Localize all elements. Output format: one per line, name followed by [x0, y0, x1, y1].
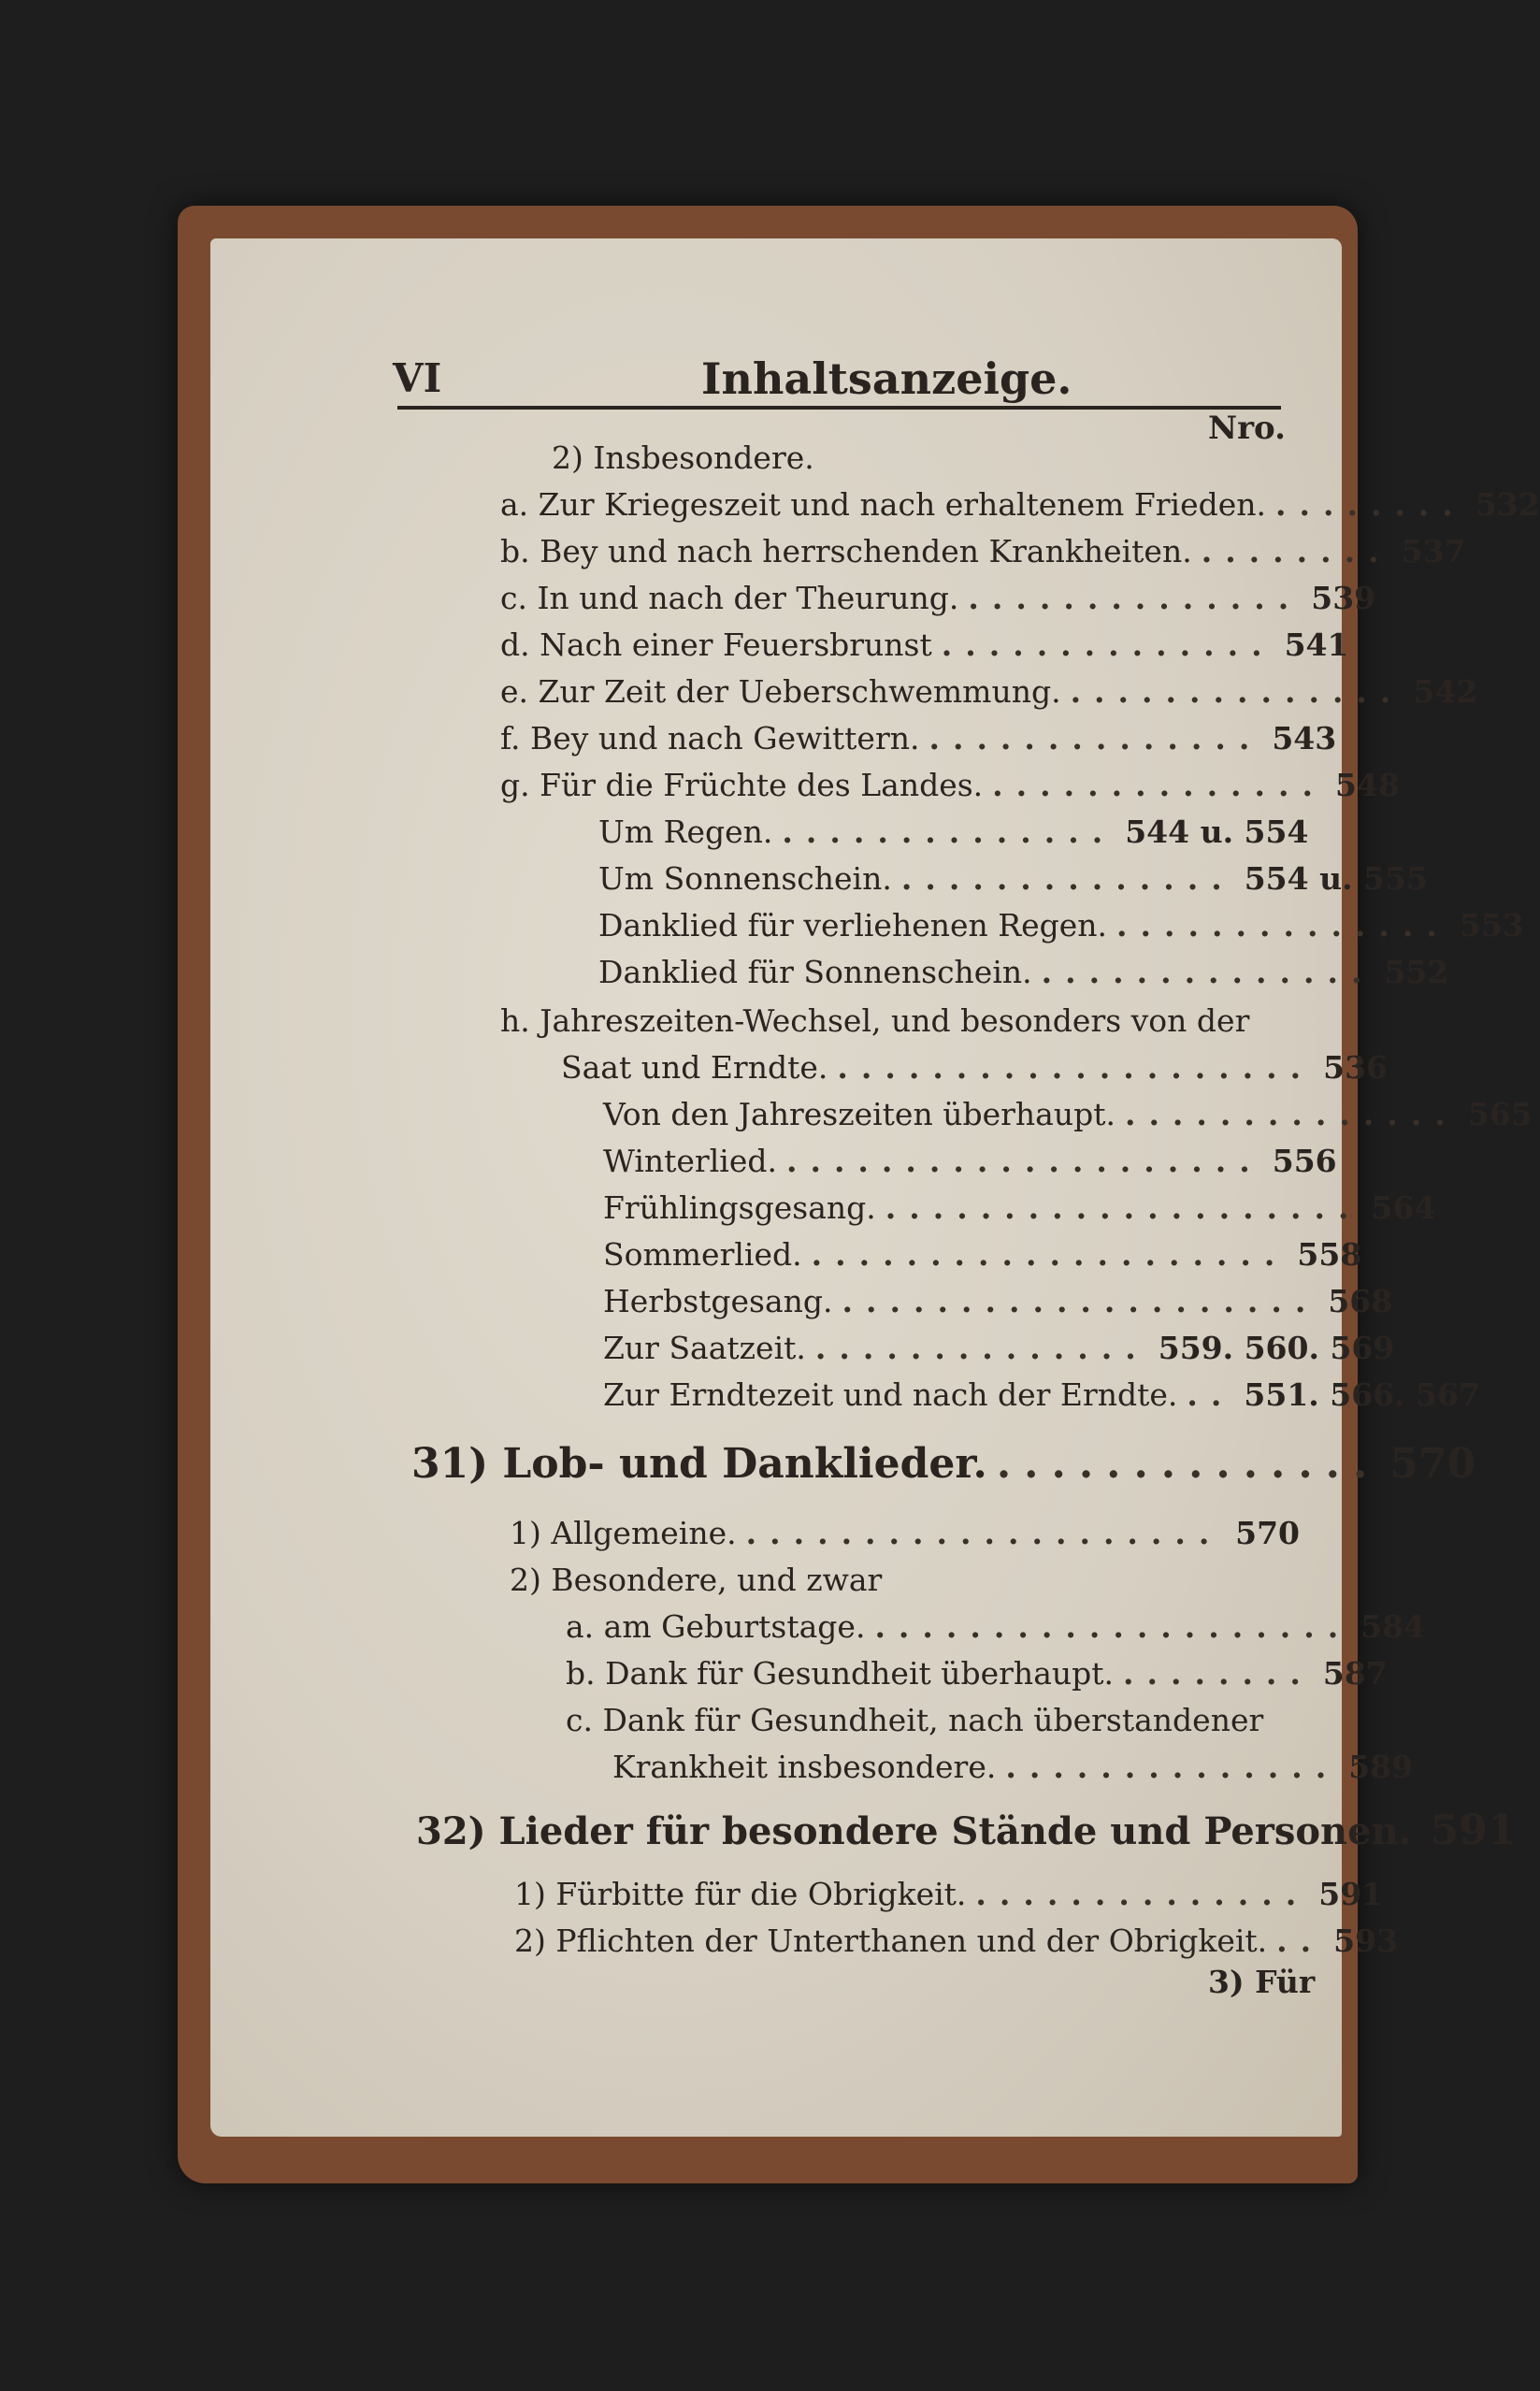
toc-entry: c. Dank für Gesundheit, nach überstandener	[566, 1702, 1264, 1738]
toc-entry: h. Jahreszeiten-Wechsel, und besonders von der	[500, 1002, 1250, 1039]
running-head	[393, 355, 1286, 421]
toc-entry: b. Dank für Gesundheit überhaupt. ........ 587	[566, 1655, 1388, 1692]
toc-entry: 1) Fürbitte für die Obrigkeit. .............. 591	[514, 1876, 1384, 1912]
toc-entry: Zur Saatzeit. .............. 559. 560. 569	[603, 1330, 1395, 1366]
toc-entry: 1) Allgemeine. .................... 570	[510, 1515, 1300, 1551]
number-column-label: Nro.	[1208, 410, 1286, 447]
toc-entry: e. Zur Zeit der Ueberschwemmung. .............. 542	[500, 673, 1478, 710]
toc-section-heading: 32) Lieder für besondere Stände und Personen. 591	[416, 1807, 1517, 1854]
toc-entry: Frühlingsgesang. .................... 564	[603, 1189, 1436, 1226]
toc-entry: g. Für die Früchte des Landes. .............. 548	[500, 767, 1400, 803]
toc-section-heading: 31) Lob- und Danklieder. .............. 570	[411, 1440, 1476, 1488]
toc-entry: Winterlied. .................... 556	[603, 1143, 1337, 1179]
toc-entry: f. Bey und nach Gewittern. .............. 543	[500, 720, 1337, 756]
page-folio: VI	[393, 355, 442, 401]
toc-entry: Um Regen. .............. 544 u. 554	[598, 814, 1309, 850]
toc-entry: b. Bey und nach herrschenden Krankheiten. ........ 537	[500, 533, 1466, 569]
toc-entry: Um Sonnenschein. .............. 554 u. 555	[598, 860, 1428, 897]
page-title: Inhaltsanzeige.	[701, 353, 1072, 404]
toc-entry: c. In und nach der Theurung. .............. 539	[500, 580, 1376, 616]
toc-entry: a. Zur Kriegeszeit und nach erhaltenem Frieden. ........ 532	[500, 486, 1540, 523]
toc-entry: 2) Pflichten der Unterthanen und der Obrigkeit. .. 593	[514, 1923, 1399, 1959]
toc-entry: Sommerlied. .................... 558	[603, 1236, 1362, 1273]
catchword: 3) Für	[1208, 1964, 1316, 2000]
toc-entry: Herbstgesang. .................... 568	[603, 1283, 1393, 1319]
toc-entry: Zur Erndtezeit und nach der Erndte. .. 551. 566. 567	[603, 1376, 1481, 1413]
toc-entry: Saat und Erndte. .................... 536	[561, 1049, 1389, 1086]
toc-entry: Von den Jahreszeiten überhaupt. .............. 565	[603, 1096, 1533, 1132]
toc-entry: Danklied für Sonnenschein. .............. 552	[598, 954, 1449, 990]
header-rule	[397, 406, 1281, 410]
toc-entry: Danklied für verliehenen Regen. .............. 553	[598, 907, 1524, 943]
toc-entry: Krankheit insbesondere. .............. 589	[612, 1749, 1414, 1785]
toc-entry: d. Nach einer Feuersbrunst .............. 541	[500, 627, 1349, 663]
toc-entry: 2) Besondere, und zwar	[510, 1562, 883, 1598]
toc-entry: a. am Geburtstage. .................... 584	[566, 1608, 1426, 1645]
toc-entry: 2) Insbesondere.	[552, 439, 814, 476]
